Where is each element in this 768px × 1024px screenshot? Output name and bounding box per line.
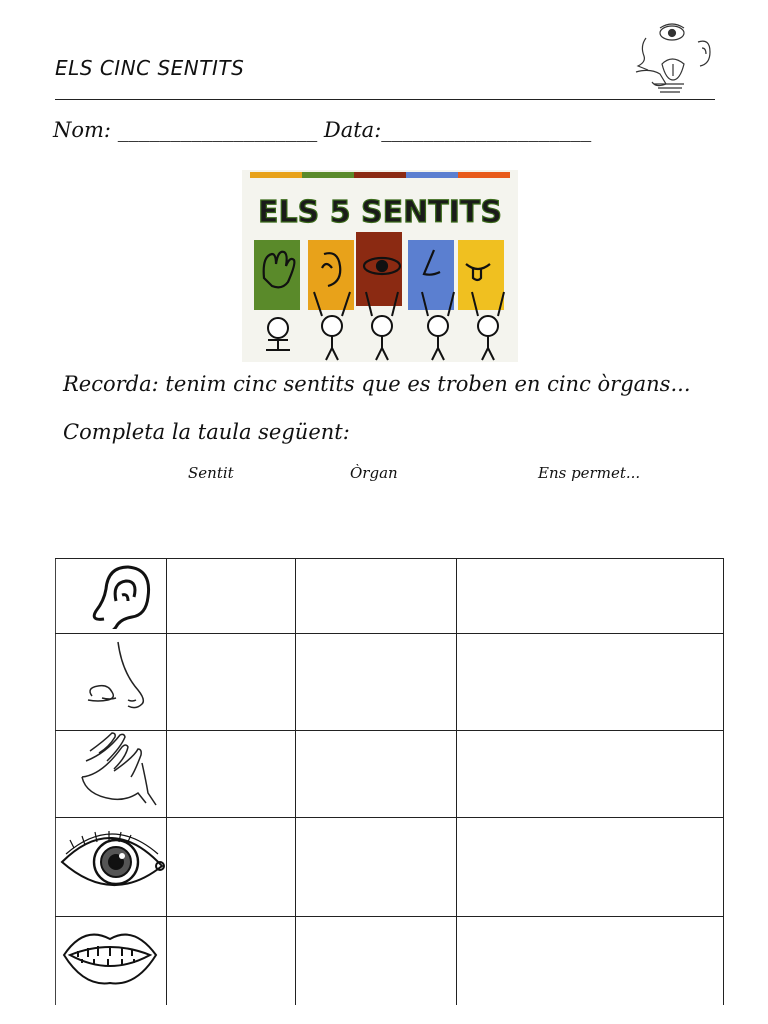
allows-cell[interactable] — [457, 559, 724, 634]
allows-cell[interactable] — [457, 634, 724, 731]
banner-top-stripe — [250, 172, 510, 178]
organ-cell[interactable] — [296, 731, 457, 818]
icon-cell — [56, 818, 167, 917]
sense-cell[interactable] — [167, 559, 296, 634]
icon-cell — [56, 917, 167, 1006]
date-field[interactable]: ____________________ — [381, 118, 592, 142]
mouth-icon — [56, 917, 166, 1001]
banner-stripe — [302, 172, 354, 178]
title-divider — [55, 99, 715, 100]
icon-cell — [56, 731, 167, 818]
ear-icon — [56, 559, 166, 629]
sense-cell[interactable] — [167, 634, 296, 731]
hand-icon — [56, 731, 166, 813]
nose-icon — [56, 634, 166, 726]
column-header-sense: Sentit — [188, 464, 234, 482]
organ-cell[interactable] — [296, 634, 457, 731]
table-row — [56, 917, 724, 1006]
senses-face-icon — [632, 20, 718, 98]
senses-table — [55, 558, 724, 1005]
allows-cell[interactable] — [457, 818, 724, 917]
instruction-complete: Completa la taula següent: — [63, 420, 350, 444]
name-field[interactable]: ___________________ — [117, 118, 318, 142]
name-date-line — [53, 118, 721, 142]
banner-panel — [254, 240, 300, 310]
column-header-allows: Ens permet... — [538, 464, 641, 482]
organ-cell[interactable] — [296, 559, 457, 634]
sense-cell[interactable] — [167, 731, 296, 818]
table-row — [56, 559, 724, 634]
banner-stripe — [458, 172, 510, 178]
icon-cell — [56, 634, 167, 731]
banner-stripe — [406, 172, 458, 178]
allows-cell[interactable] — [457, 731, 724, 818]
date-label: Data: — [323, 118, 382, 142]
column-header-organ: Òrgan — [350, 464, 398, 482]
sense-cell[interactable] — [167, 818, 296, 917]
five-senses-banner — [242, 170, 518, 362]
table-row — [56, 731, 724, 818]
name-label: Nom: — [53, 118, 112, 142]
banner-stripe — [354, 172, 406, 178]
page-title: ELS CINC SENTITS — [55, 56, 245, 80]
allows-cell[interactable] — [457, 917, 724, 1006]
banner-stripe — [250, 172, 302, 178]
sense-cell[interactable] — [167, 917, 296, 1006]
banner-title: ELS 5 SENTITS — [258, 195, 502, 230]
organ-cell[interactable] — [296, 818, 457, 917]
table-row — [56, 634, 724, 731]
icon-cell — [56, 559, 167, 634]
instruction-remember: Recorda: tenim cinc sentits que es troben en cinc òrgans... — [63, 372, 691, 396]
table-row — [56, 818, 724, 917]
eye-icon — [56, 818, 166, 912]
organ-cell[interactable] — [296, 917, 457, 1006]
